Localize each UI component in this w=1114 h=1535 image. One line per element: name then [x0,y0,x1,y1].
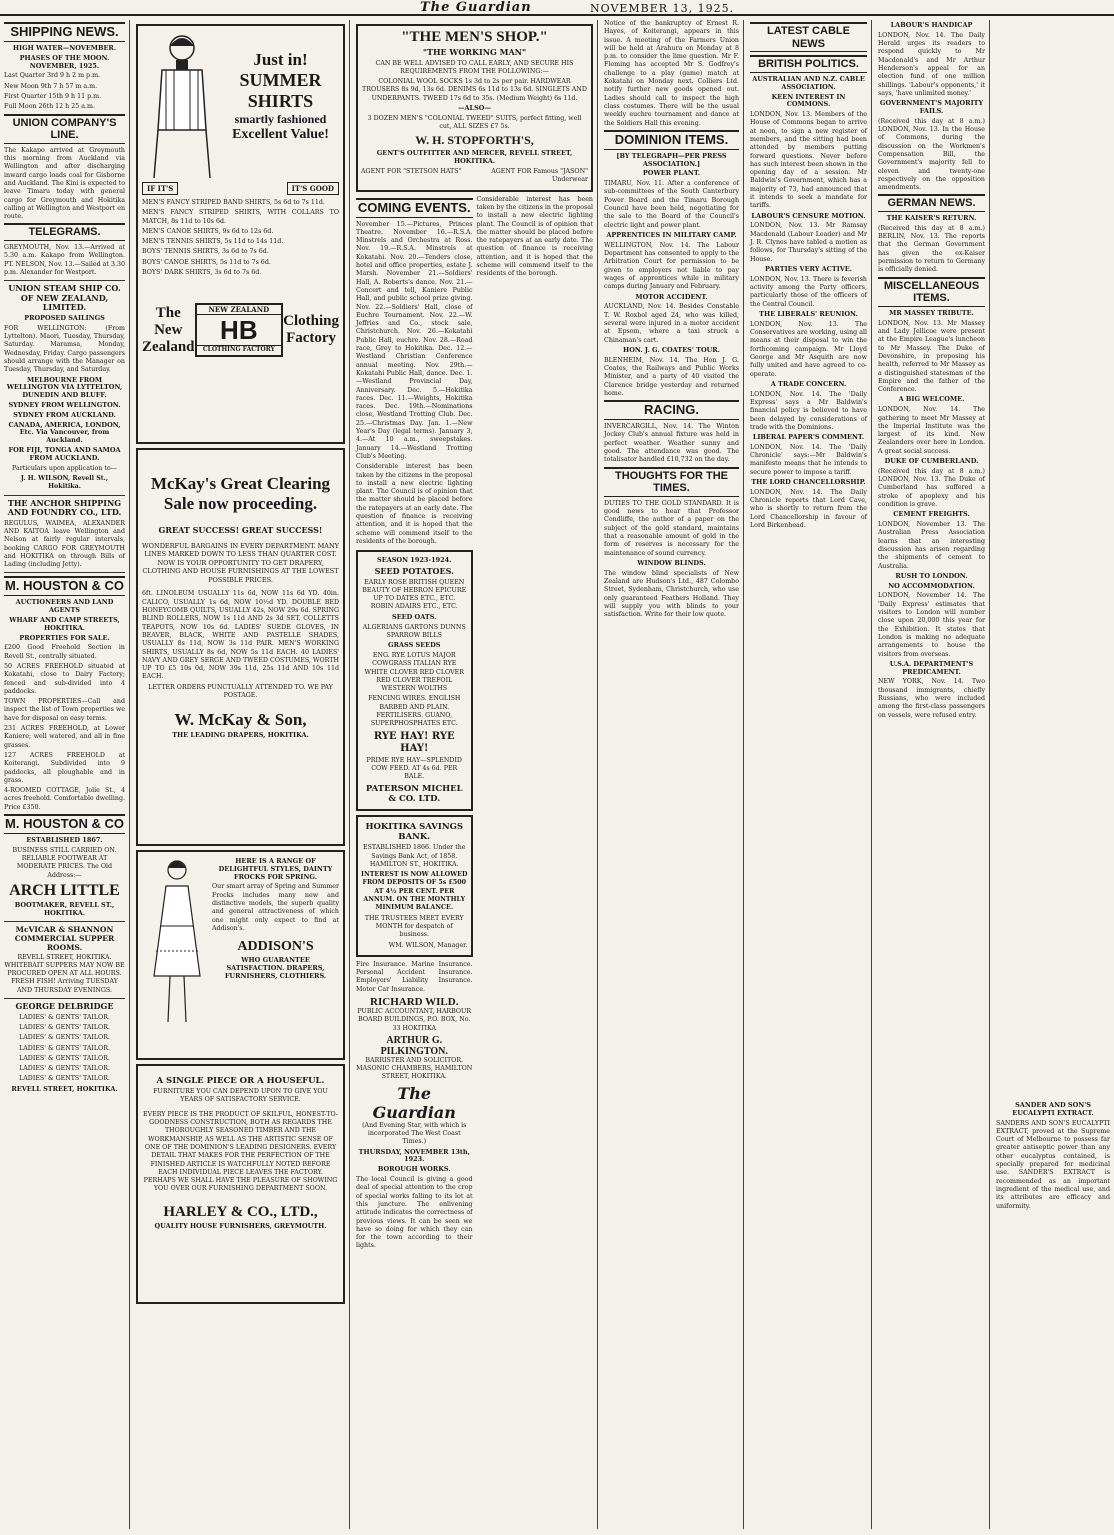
guardian-masthead: The Guardian [372,1083,456,1122]
welcome-text: LONDON, Nov. 14. The gathering to meet Mr Massey at the Imperial Institute was the largest of its kind. New Zealanders over here in London. A great social success. [878,406,985,455]
liberals-title: THE LIBERALS' REUNION. [759,309,858,318]
mens-shop-ad [356,24,593,192]
notice-text: Notice of the bankruptcy of Ernest R. Hayes, of Koiterangi, appears in this issue. A meeting of the Farmers Union will be held at Arahura on Monday at 8 p.m. to consider the lime question. Mr F. Fleming has accepted Mr S. Godfrey's challenge to a play (game) match at Kokatahi on Monday next. Colliers Ltd. notify further new goods opened out. Ladies should call to inspect the high class costumes. There will be the usual weekly euchre tournament and dance at the Soldiers Hall this evening. [604,20,739,127]
property-3: TOWN PROPERTIES—Call and inspect the list of Town properties we have for disposal on easy terms. [4,698,125,722]
coming-events-text: November 15.—Pictures, Princes Theatre. November 16.—R.S.A. Minstrels and Orchestra at Ross. Nov. 19.—R.S.A. Minstrels at Kokatahi. Nov. 20.—Tenders close, hotel and office properties, estate J. Marsh. November 21.—Soldiers' Hall, A. Roberts's dance. Nov. 21.—Concert and tell, Kaniere Public Hall, and public school prize giving. Nov. 22.—Soldiers' Hall, close of Euchre Tournament. Nov. 22.—W. Jeffries and Co., stock sale, Christchurch. Nov. 26.—Kokatahi Public Hall, euchre. Nov. 28.—Road race, Grey to Hokitika. Dec. 12.—Westland Christian Conference annual meeting. Nov. 29th.—Kokatahi Public Hall, dance. Dec. 1.—Westland Provincial Day, Anniversary. Dec. 5.—Hokitika races. Dec. 11.—Weights, Hokitika races. Dec. 19th.—Nominations close, Westland Trotting Club. Dec. 25.—Christmas Day. Jan. 1.—New Year's Day (legal terms). January 3, 4.—At 10 a.m., sweepstakes. January 14.—Westland Trotting Club's Meeting. [356,220,473,460]
column-mens-shop [352,20,598,1529]
usa-title: U.S.A. DEPARTMENT'S PREDICAMENT. [889,659,974,676]
delbridge-address: REVELL STREET, HOKITIKA. [11,1084,118,1093]
fiji-route: FOR FIJI, TONGA AND SAMOA FROM AUCKLAND. [8,446,121,462]
mens-also: 3 DOZEN MEN'S "COLONIAL TWEED" SUITS, perfect fitting, well cut, ALL SIZES £7 5s. [367,114,582,131]
mckay-ad [136,448,345,846]
trustees-text: THE TRUSTEES MEET EVERY MONTH for despatch of business. [364,914,464,939]
coates-title: HON. J. G. COATES' TOUR. [623,345,720,354]
agent-name: J. H. WILSON, Revell St., Hokitika. [20,474,109,491]
shirt-item-1: MEN'S FANCY STRIPED BAND SHIRTS, 5s 6d to 7s 11d. [142,199,325,206]
paterson: PATERSON MICHEL & CO. LTD. [365,783,463,804]
wilson-manager: WM. WILSON, Manager. [388,941,468,949]
labour-handicap-text: LONDON, Nov. 14. The Daily Herald urges its readers to respond quickly to Mr Macdonald's and Mr Arthur Henderson's appeal for an election fund of one million shillings. 'Labour's opponents,' it says, 'have unlimited money.' [878,31,985,97]
harley-ad [136,1064,345,1304]
tailor-line-6: LADIES' & GENTS' TAILOR. [19,1065,110,1073]
mckay-signature: W. McKay & Son, [174,710,307,730]
addison-body: Our smart array of Spring and Summer Frocks includes many new and distinctive models, the superb quality and general attractiveness of which one might only expect to find at Addison's. [212,883,339,932]
rush-text: LONDON, November 14. The 'Daily Express' estimates that visitors to London will number close upon 20,000 this year for the Exhibition. It states that London is making no adequate arrangements to house the visitors from overseas. [878,592,985,658]
guardian-date: THURSDAY, NOVEMBER 13th, 1923. [358,1147,470,1164]
shipping-news-heading: SHIPPING NEWS. [4,22,125,42]
moon-phase-4: Full Moon 26th 12 h 25 a.m. [4,103,95,111]
thoughts-heading: THOUGHTS FOR THE TIMES. [604,467,739,497]
thoughts-text: DUTIES TO THE GOLD STANDARD. It is good news to hear that Professor Condliffe, the author of a paper on the subject of the gold standard, maintains that a reasonable amount of gold in the form of reserves is necessary for the maintenance of sound currency. [604,499,739,557]
usa-text: NEW YORK, Nov. 14. Two thousand immigrants, chiefly Russians, who were included among the first-class passengers on vessels, were refused entry. [878,678,985,719]
german-news-heading: GERMAN NEWS. [878,194,985,212]
letter-orders: LETTER ORDERS PUNCTUALLY ATTENDED TO. WE PAY POSTAGE. [148,683,333,700]
season: SEASON 1923-1924. [377,556,452,565]
racing-text: INVERCARGILL, Nov. 14. The Winton Jockey Club's annual fixture was held in perfect weather. Weather sunny and good. The attendance was good. The totalisator handled £10,732 on the day. [604,423,739,464]
labour-censure-title: LABOUR'S CENSURE MOTION. [751,211,866,220]
chancellor-text: LONDON, Nov. 14. The Daily Chronicle reports that Lord Cave, who is shortly to return from the Lord Chancellorship in favour of Lord Birkenhead. [750,488,867,530]
kaiser-text: (Received this day at 8 a.m.) BERLIN, Nov. 13. The reports that the German Government has given the ex-Kaiser permission to return to Germany is officially denied. [878,224,985,274]
press-assoc: [BY TELEGRAPH—PER PRESS ASSOCIATION.] [616,151,727,168]
harley-head: A SINGLE PIECE OR A HOUSEFUL. [156,1076,325,1086]
rye-hay: RYE HAY! RYE HAY! [373,730,455,754]
houston-sub: AUCTIONEERS AND LAND AGENTS [15,598,114,615]
banner-left: IF IT'S [142,182,178,195]
property-6: 4-ROOMED COTTAGE, Jolie St., 4 acres freehold. Comfortable dwelling. Price £350. [4,787,125,811]
arch-sub: BOOTMAKER, REVELL ST., HOKITIKA. [14,900,115,917]
shirt-item-2: MEN'S FANCY STRIPED SHIRTS, WITH COLLARS TO MATCH, 8s 11d to 10s 6d. [142,209,339,225]
column-sanders [992,20,1114,1529]
seed-potatoes: SEED POTATOES. [374,565,454,576]
guardian-sub: (And Evening Star, with which is incorporated The West Coast Times.) [362,1121,467,1146]
labour-censure-text: LONDON, Nov. 13. Mr Ramsay Macdonald (Labour Leader) and Mr J. R. Clynes have tabled a motion as follows, for Thursday's sitting of the House. [750,222,867,263]
column-misc [874,20,990,1529]
cement-text: LONDON, November 13. The Australian Press Association learns that an interesting discussion has arisen regarding the shipments of cement to Australia. [878,521,985,570]
agent-jason: AGENT FOR Famous "JASON" Underwear [491,168,588,184]
melbourne-route: MELBOURNE FROM WELLINGTON VIA LYTTELTON, DUNEDIN AND BLUFF. [6,375,123,400]
just-in-text: Just in! [253,50,308,69]
masthead-title: The Guardian [420,0,532,15]
power-plant-text: TIMARU, Nov. 11. After a conference of sub-committees of the South Canterbury Power Board and the Timaru Borough Council have been held, negotiating for the sale to the Board of the Council's electric light and power plant. [604,180,739,229]
telegrams-text: GREYMOUTH, Nov. 13.—Arrived at 5.30 a.m. Kakapo from Wellington. PT. NELSON, Nov. 13.—Sailed at 3.30 p.m. Alexander for Westport. [4,244,125,276]
its-good-banner [142,182,339,195]
union-company-heading: UNION COMPANY'S LINE. [4,114,125,144]
factory-text: Factory [286,330,337,347]
shirt-item-5: BOYS' TENNIS SHIRTS, 3s 6d to 7s 6d. [142,248,269,256]
liberals-text: LONDON, Nov. 13. The Conservatives are working, using all means at their disposal to win the forthcoming campaign. Mr Lloyd George and Mr Asquith are now fully united and have agreed to co-operate. [750,320,867,378]
pilkington-name: ARTHUR G. PILKINGTON. [380,1034,448,1057]
man-illustration-icon [142,30,222,180]
apply-text: Particulars upon application to— [12,464,117,472]
moon-phase-2: New Moon 9th 7 h 57 m a.m. [4,82,98,90]
shirts-ad [136,24,345,444]
anchor-heading: THE ANCHOR SHIPPING AND FOUNDRY CO., LTD. [7,497,122,518]
harley-sub: FURNITURE YOU CAN DEPEND UPON TO GIVE YOU YEARS OF SATISFACTORY SERVICE. [153,1088,328,1104]
addison-intro: HERE IS A RANGE OF DELIGHTFUL STYLES, DAINTY FROCKS FOR SPRING. [218,857,333,881]
mens-intro: CAN BE WELL ADVISED TO CALL EARLY, AND SECURE HIS REQUIREMENTS FROM THE FOLLOWING:— [375,59,574,75]
properties-heading: PROPERTIES FOR SALE. [19,633,110,642]
apprentice-title: APPRENTICES IN MILITARY CAMP. [606,230,737,239]
mcvicar-heading: McVICAR & SHANNON COMMERCIAL SUPPER ROOMS. [14,924,115,952]
mckay-signature-sub: THE LEADING DRAPERS, HOKITIKA. [172,731,309,740]
keen-title: KEEN INTEREST IN COMMONS. [771,92,846,109]
parties-title: PARTIES VERY ACTIVE. [765,264,852,273]
tailor-line-7: LADIES' & GENTS' TAILOR. [19,1075,110,1083]
column-cable-news [746,20,872,1529]
grass-list: ENG. RYE LOTUS MAJOR COWGRASS ITALIAN RYE WHITE CLOVER RED CLOVER RED CLOVER TREFOIL WESTERN WOLTHS [364,651,464,693]
houston-heading-2: M. HOUSTON & CO [4,814,125,834]
mens-shop-title: "THE MEN'S SHOP." [401,29,548,45]
power-plant-title: POWER PLANT. [642,169,701,178]
tailor-line-5: LADIES' & GENTS' TAILOR. [19,1054,110,1062]
houston-sub-2: WHARF AND CAMP STREETS, HOKITIKA. [9,616,120,632]
column-ads [132,20,350,1529]
sydney-route-1: SYDNEY FROM WELLINGTON. [8,401,121,410]
addison-name: ADDISON'S [237,939,314,955]
property-4: 231 ACRES FREEHOLD, at Lower Kaniere; well watered, and all in fine grasses. [4,725,125,749]
seed-oats: SEED OATS. [392,612,437,621]
dominion-items-heading: DOMINION ITEMS. [604,130,739,150]
kaiser-title: THE KAISER'S RETURN. [886,214,977,223]
shirt-item-6: BOYS' CANOE SHIRTS, 5s 11d to 7s 6d. [142,258,271,266]
liberal-paper-text: LONDON, Nov. 14. The 'Daily Chronicle' says:—Mr Baldwin's manifesto means that he intends to secure power to impose a tariff. [750,443,867,476]
wild-name: RICHARD WILD. [370,996,459,1008]
also-label: —ALSO— [458,104,491,113]
cumberland-title: DUKE OF CUMBERLAND. [884,456,979,465]
rush-sub: NO ACCOMMODATION. [888,581,975,590]
blinds-title: WINDOW BLINDS. [637,558,706,567]
excellent-value-text: Excellent Value! [232,127,329,142]
masthead [0,0,1114,16]
property-1: £200 Good Freehold Section in Revell St., centrally situated. [4,644,125,660]
harley-name: HARLEY & CO., LTD., [163,1203,318,1220]
sydney-route-2: SYDNEY FROM AUCKLAND. [13,410,116,419]
delbridge-name: GEORGE DELBRIDGE [15,1001,114,1012]
agent-stetson: AGENT FOR "STETSON HATS" [361,168,462,176]
banner-right: IT'S GOOD [287,182,339,195]
tailor-line-4: LADIES' & GENTS' TAILOR. [19,1044,110,1052]
blinds-text: The window blind specialists of New Zealand are Hudson's Ltd., 487 Colombo Street, Sydenham, Christchurch, who use only guaranteed Feathers Holland. They will supply you with blinds to your satisfaction. Write for their low quote. [604,569,739,619]
keen-text: LONDON, Nov. 13. Members of the House of Commons began to arrive at noon, to sign a new register of members, and the sitting had been attended by members putting forward questions. Never before has such interest been shown in the opening day of a session. Mr Baldwin's Government, which has a majority of 73, had announced that it intends to seek a mandate for tariffs. [750,111,867,210]
latest-cable-heading: LATEST CABLE NEWS [750,22,867,52]
usco-sub: PROPOSED SAILINGS [24,314,105,323]
usco-text: FOR WELLINGTON: (From Lyttelton). Maori, Tuesday, Thursday, Saturday. Maramsa, Monday, Wednesday, Friday. Cargo passengers should arrange with the Manager on Tuesday, Thursday, and Saturday. [4,324,125,374]
rush-title: RUSH TO LONDON. [895,571,968,580]
usco-heading: UNION STEAM SHIP CO. OF NEW ZEALAND, LIMITED. [8,283,121,313]
oats-list: ALGERIANS GARTONS DUNNS SPARROW BILLS [362,623,466,639]
grass-seeds: GRASS SEEDS [388,641,441,650]
misc-items-heading: MISCELLANEOUS ITEMS. [878,277,985,307]
massey-text: LONDON, Nov. 13. Mr Massey and Lady Jellicoe were present at the Empire League's luncheon to Mr Massey. The Duke of Devonshire, in proposing his health, referred to Mr Massey as a distinguished statesman of the Empire and the father of the Conference. [878,319,985,394]
stopforth-sub: GENT'S OUTFITTER AND MERCER, REVELL STREET, HOKITIKA. [376,149,573,166]
stopforth-name: W. H. STOPFORTH'S, [415,133,534,148]
motor-text: AUCKLAND, Nov. 14. Besides Constable T. W. Roxbol aged 24, who was killed, several were injured in a motor accident at Epsom, where a taxi struck a Chinaman's cart. [604,303,739,344]
editorial-text-right: Considerable interest has been taken by the citizens in the proposal to install a new electric lighting plant. The Council is of opinion that the matter should be placed before the ratepayers at an early date. The question of finance is receiving attention, and it is hoped that the scheme will commend itself to the residents of the borough. [476,195,593,278]
liberal-paper-title: LIBERAL PAPER'S COMMENT. [752,433,865,442]
racing-heading: RACING. [604,400,739,420]
mckay-items: 6ft. LINOLEUM USUALLY 11s 6d, NOW 11s 6d YD. 40in. CALICO, USUALLY 1s 6d, NOW 10½d YD. DOUBLE BED HONEYCOMB QUILTS, USUALLY 42s, NOW 29s 6d. SPRING BLIND ROLLERS, NOW 1s 11d AND 2s 3d SET. COLLETTS TEAPOTS, NOW 10s 6d. LADIES' SUEDE GLOVES, IN BEAVER, BLACK, WHITE AND PASTELLE SHADES, USUALLY 8s 11d, NOW 3s 11d PAIR. MEN'S WORKING SHIRTS, USUALLY 8s 6d, NOW 5s 11d EACH. 40 LADIES' NAVY AND GREY SERGE AND TWEED COSTUMES, WORTH UP TO £5 10s 0d, NOW 39s 11d, 25s 11d AND 10s 11d EACH. [142,590,339,681]
the-new-text: The New [154,304,183,338]
property-5: 127 ACRES FREEHOLD at Koiterangi. Subdivided into 9 paddocks, all ploughable and in grass. [4,751,125,784]
fencing: FENCING WIRES. ENGLISH BARBED AND PLAIN. FERTILISERS. GUANO, SUPERPHOSPHATES ETC. [368,695,461,728]
harley-tagline: QUALITY HOUSE FURNISHERS, GREYMOUTH. [154,1221,327,1230]
property-2: 50 ACRES FREEHOLD situated at Kokatahi, close to Dairy Factory; fenced and sub-divided into 4 paddocks. [4,663,125,695]
borough-text: The local Council is giving a good deal of special attention to the crop of special works falling to its lot at this juncture. The enlivening attitude indicates the correctness of previous views. It can be seen we have so doing for which they can for the town according to their lights. [356,1176,473,1250]
hb-logo: NEW ZEALAND HB CLOTHING FACTORY [195,303,284,357]
clothing-text: Clothing [283,313,339,330]
savings-bank-ad [356,815,473,957]
shirt-item-7: BOYS' DARK SHIRTS, 3s 6d to 7s 6d. [142,269,262,277]
mens-items: COLONIAL WOOL SOCKS 1s 3d to 2s per pair. HARDWEAR TROUSERS 8s 9d, 13s 6d. DENIMS 6s 11d to 13s 6d. SINGLETS AND UNDERPANTS. TWEED 17s 6d to 35s. (Medium Weight) 6s 11d. [362,78,587,102]
trade-text: LONDON, Nov. 14. The 'Daily Express' says a Mr Baldwin's financial policy is believed to have been delayed by considerations of trade with the Dominions. [750,390,867,431]
shirts-text: SHIRTS [247,91,314,111]
apprentice-text: WELLINGTON, Nov. 14. The Labour Department has consented to apply to the Arbitration Court for permission to be given to employers not liable to pay wages of apprentices while in military camps during January and February. [604,241,739,291]
rye-sub: PRIME RYE HAY—SPLENDID COW FEED. AT 4s 6d. PER BALE. [366,756,462,781]
sanders-title: SANDER AND SON'S EUCALYPTI EXTRACT. [1012,1101,1094,1117]
tailor-line-3: LADIES' & GENTS' TAILOR. [19,1034,110,1042]
coates-text: BLENHEIM, Nov. 14. The Hon J. G. Coates, the Railways and Public Works Minister, and a party of 40 visited the Clarence bridge yesterday and returned home. [604,356,739,397]
massey-title: MR MASSEY TRIBUTE. [889,308,974,317]
seed-list: EARLY ROSE BRITISH QUEEN BEAUTY OF HEBRON EPICURE UP TO DATES ETC., ETC. ROBIN ADAIRS ETC., ETC. [362,578,467,611]
high-water: HIGH WATER—NOVEMBER. [12,43,117,52]
interest-text: INTEREST IS NOW ALLOWED FROM DEPOSITS OF 5s £500 AT 4½ PER CENT. PER ANNUM. ON THE MONTHLY MINIMUM BALANCE. [361,871,468,912]
borough-works: BOROUGH WORKS. [377,1165,451,1174]
column-dominion [600,20,744,1529]
houston-heading-1: M. HOUSTON & CO [4,576,125,596]
telegrams-heading: TELEGRAMS. [4,223,125,241]
cement-title: CEMENT FREIGHTS. [893,510,970,519]
cumberland-text: (Received this day at 8 a.m.) LONDON, Nov. 13. The Duke of Cumberland has suffered a stroke of apoplexy and his condition is grave. [878,467,985,508]
summer-text: SUMMER [239,70,322,90]
cable-assoc: AUSTRALIAN AND N.Z. CABLE ASSOCIATION. [752,74,865,91]
canada-route: CANADA, AMERICA, LONDON, Etc. Via Vancouver, from Auckland. [8,420,121,445]
welcome-title: A BIG WELCOME. [898,395,965,404]
savings-title: HOKITIKA SAVINGS BANK. [365,821,464,843]
union-company-text: The Kakapo arrived at Greymouth this morning from Auckland via Wellington and after discharging inward cargo loads coal for Gisborne and Auckland. The Kini is expected to leave Timaru today with general cargo for Greymouth and Hokitika calling at Wellington and Westport en route. [4,146,125,221]
tailor-line-2: LADIES' & GENTS' TAILOR. [19,1023,110,1031]
trade-title: A TRADE CONCERN. [770,379,847,388]
british-politics-heading: BRITISH POLITICS. [750,55,867,73]
zealand-text: Zealand [142,338,195,355]
pilkington-sub: BARRISTER AND SOLICITOR. MASONIC CHAMBERS, HAMILTON STREET, HOKITIKA. [356,1056,473,1081]
anchor-text: REGULUS, WAIMEA, ALEXANDER AND KAITOA leave Wellington and Nelson at fairly regular intervals, booking CARGO FOR GREYMOUTH and HOKITIKA on through Bills of Lading (including Jetty). [4,519,125,569]
smartly-fashioned-text: smartly fashioned [234,112,327,126]
tailor-line-1: LADIES' & GENTS' TAILOR. [19,1013,110,1021]
parties-text: LONDON, Nov. 13. There is feverish activity among the Party officers, particularly those of the officers of the Central Council. [750,275,867,308]
motor-title: MOTOR ACCIDENT. [635,292,708,301]
mcvicar-text: REVELL STREET, HOKITIKA. WHITEBAIT SUPPERS MAY NOW BE PROCURED OPEN AT ALL HOURS. FRESH FISH! Arriving TUESDAY AND THURSDAY EVENINGS. [4,953,125,994]
harley-body: EVERY PIECE IS THE PRODUCT OF SKILFUL, HONEST-TO-GOODNESS CONSTRUCTION, BOTH AS REGARDS THE THOROUGHLY SEASONED TIMBER AND THE WORKMANSHIP, AS WELL AS THE ARTISTIC SENSE OF ONE OF THE DOMINION'S LEADING DESIGNERS. EVERY DETAIL THAT MAKES FOR THE PERFECTION OF THE FINISHED ARTICLE IS WATCHFULLY NOTED BEFORE EACH INDIVIDUAL PIECE LEAVES THE FACTORY. PERHAPS WE SHALL HAVE THE PLEASURE OF SHOWING YOU OVER OUR FURNISHING DEPARTMENT SOON. [143,1110,338,1193]
working-man: "THE WORKING MAN" [422,47,527,57]
mckay-sale-title: McKay's Great Clearing Sale now proceeding. [150,474,331,513]
moon-phase-1: Last Quarter 3rd 9 h 2 m p.m. [4,72,101,80]
great-success: GREAT SUCCESS! GREAT SUCCESS! [158,525,323,535]
savings-text: ESTABLISHED 1866. Under the Savings Bank Act, of 1858. HAMILTON ST., HOKITIKA. [362,844,466,868]
mckay-body: WONDERFUL BARGAINS IN EVERY DEPARTMENT. MANY LINES MARKED DOWN TO LESS THAN QUARTER COST. NOW IS YOUR OPPORTUNITY TO GET DRAPERY, CLOTHING AND HOUSE FURNISHINGS AT THE LOWEST POSSIBLE PRICES. [142,541,339,584]
masthead-date: NOVEMBER 13, 1925. [590,2,735,15]
wild-sub: PUBLIC ACCOUNTANT, HARBOUR BOARD BUILDINGS, P.O. BOX, No. 33 HOKITIKA [357,1008,472,1032]
arch-little-name: ARCH LITTLE [9,881,120,899]
addisons-ad [136,850,345,1060]
insurance-list: Fire Insurance. Marine Insurance. Personal Accident Insurance. Employers' Liability Insurance. Motor Car Insurance. [356,960,473,993]
established: ESTABLISHED 1867. [26,835,103,844]
shirt-item-3: MEN'S CANOE SHIRTS, 9s 6d to 12s 6d. [142,227,274,235]
coming-events-heading: COMING EVENTS. [356,198,473,218]
sanders-text: SANDERS AND SON'S EUCALYPTI EXTRACT, proved at the Supreme Court of Melbourne to possess far greater antiseptic power than any other eucalyptus contained, is specially prepared for medicinal use. SANDER'S EXTRACT is recommended as an important ingredient of the medical use, and its attributes are efficacy and uniformity. [996,1119,1110,1210]
chancellor-title: THE LORD CHANCELLORSHIP. [751,478,866,487]
moon-phase-3: First Quarter 15th 9 h 11 p.m. [4,92,102,100]
editorial-continued: Considerable interest has been taken by the citizens in the proposal to install a new electric lighting plant. The Council is of opinion that the matter should be placed before the ratepayers at an early date. The question of finance is receiving attention, and it is hoped that the scheme will commend itself to the residents of the borough. [356,463,473,545]
moon-phases-title: PHASES OF THE MOON. NOVEMBER, 1925. [19,53,110,70]
seed-ad [356,550,473,811]
majority-text: (Received this day at 8 a.m.) LONDON, Nov. 13. In the House of Commons, during the discussion on the Workmen's Compensation Bill, the Government's majority fell to eleven and twenty-one respectively on the opposition amendments. [878,117,985,192]
labour-handicap-title: LABOUR'S HANDICAP [890,21,973,29]
column-shipping [0,20,130,1529]
addison-sub: WHO GUARANTEE SATISFACTION. DRAPERS, FURNISHERS, CLOTHIERS. [224,956,327,980]
majority-title: GOVERNMENT'S MAJORITY FAILS. [879,99,984,115]
arch-text: BUSINESS STILL CARRIED ON. RELIABLE FOOTWEAR AT MODERATE PRICES. The Old Address:— [12,846,117,879]
shirt-item-4: MEN'S TENNIS SHIRTS, 5s 11d to 14s 11d. [142,238,284,246]
woman-frock-illustration-icon [142,856,212,1026]
